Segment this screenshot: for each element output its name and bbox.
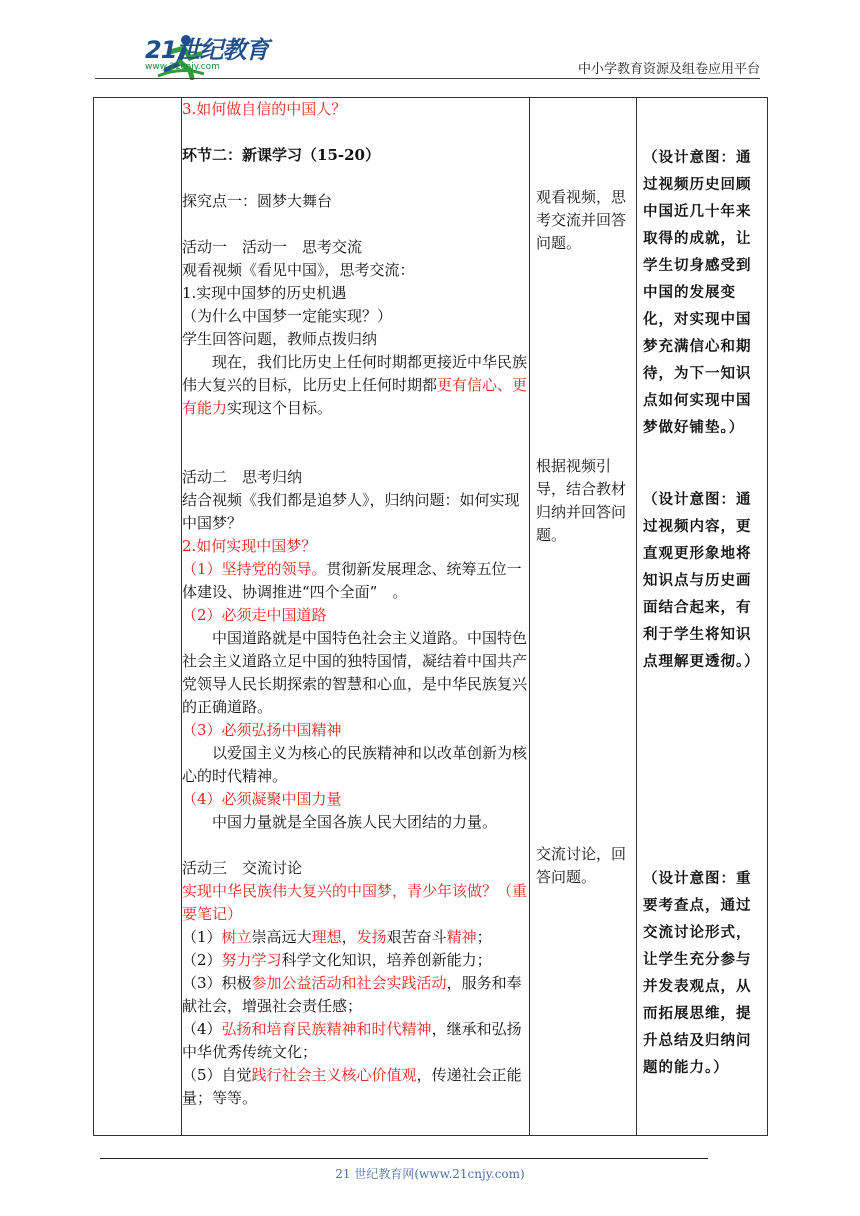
paragraph: 以爱国主义为核心的民族精神和以改革创新为核心的时代精神。 — [182, 744, 528, 785]
student-activity-cell — [530, 98, 637, 1136]
logo-text: 21世纪教育 — [145, 36, 269, 64]
note-2: （2）努力学习科学文化知识，培养创新能力； — [182, 951, 492, 969]
activity-2-title: 活动二 思考归纳 — [182, 468, 303, 486]
text-line: （为什么中国梦一定能实现？） — [182, 307, 393, 325]
note-5: （5）自觉践行社会主义核心价值观，传递社会正能量；等等。 — [182, 1066, 522, 1107]
page-header — [0, 0, 860, 90]
point-1: （1）坚持党的领导。贯彻新发展理念、统筹五位一体建设、协调推进“四个全面” 。 — [182, 560, 522, 601]
student-activity-3: 交流讨论，回答问题。 — [536, 845, 627, 886]
design-intent-1: （设计意图：通过视频历史回顾中国近几十年来取得的成就，让学生切身感受到中国的发展变化，对实现中国梦充满信心和期待，为下一知识点如何实现中国梦做好铺垫。） — [643, 149, 752, 436]
question-3: 3.如何做自信的中国人？ — [182, 100, 347, 118]
empty-column — [94, 98, 182, 1136]
activity-1-title: 活动一 活动一 思考交流 — [182, 238, 363, 256]
footer-text: 21 世纪教育网(www.21cnjy.com) — [335, 1167, 525, 1181]
paragraph: 现在，我们比历史上任何时期都更接近中华民族伟大复兴的目标，比历史上任何时期都更有信心、更有能力实现这个目标。 — [182, 353, 528, 417]
point-4: （4）必须凝聚中国力量 — [182, 790, 342, 808]
section-heading: 环节二：新课学习（15-20） — [182, 146, 380, 164]
note-4: （4）弘扬和培育民族精神和时代精神，继承和弘扬中华优秀传统文化； — [182, 1020, 522, 1061]
lesson-table — [93, 97, 768, 1136]
text-line: 结合视频《我们都是追梦人》，归纳问题：如何实现中国梦？ — [182, 491, 520, 532]
design-intent-3: （设计意图：重要考查点，通过交流讨论形式，让学生充分参与并发表观点，从而拓展思维，提升总结及归纳问题的能力。） — [643, 870, 752, 1076]
paragraph: 中国力量就是全国各族人民大团结的力量。 — [212, 813, 498, 831]
text-line: 1.实现中国梦的历史机遇 — [182, 284, 347, 302]
text-line: 学生回答问题，教师点拨归纳 — [182, 330, 378, 348]
header-divider — [95, 78, 760, 79]
note-3: （3）积极参加公益活动和社会实践活动，服务和奉献社会，增强社会责任感； — [182, 974, 522, 1015]
text-line: 观看视频《看见中国》，思考交流： — [182, 261, 415, 279]
design-intent-cell — [637, 98, 768, 1136]
footer-divider — [100, 1158, 708, 1159]
student-activity-1: 观看视频，思考交流并回答问题。 — [536, 188, 627, 252]
logo-url: www.21cnjy.com — [145, 62, 220, 72]
point-2: （2）必须走中国道路 — [182, 606, 327, 624]
student-activity-2: 根据视频引导，结合教材归纳并回答问题。 — [536, 457, 627, 544]
platform-title: 中小学教育资源及组卷应用平台 — [577, 62, 760, 77]
point-3: （3）必须弘扬中国精神 — [182, 721, 342, 739]
note-1: （1）树立崇高远大理想，发扬艰苦奋斗精神； — [182, 928, 492, 946]
discussion-question: 实现中华民族伟大复兴的中国梦，青少年该做？（重要笔记） — [182, 882, 528, 923]
teaching-content-cell — [182, 98, 530, 1136]
activity-3-title: 活动三 交流讨论 — [182, 859, 303, 877]
question-2: 2.如何实现中国梦？ — [182, 537, 317, 555]
paragraph: 中国道路就是中国特色社会主义道路。中国特色社会主义道路立足中国的独特国情，凝结着中国共产党领导人民长期探索的智慧和心血，是中华民族复兴的正确道路。 — [182, 629, 528, 716]
design-intent-2: （设计意图：通过视频内容，更直观更形象地将知识点与历史画面结合起来，有利于学生将知识点理解更透彻。） — [643, 491, 760, 670]
topic-heading: 探究点一：圆梦大舞台 — [182, 192, 333, 210]
